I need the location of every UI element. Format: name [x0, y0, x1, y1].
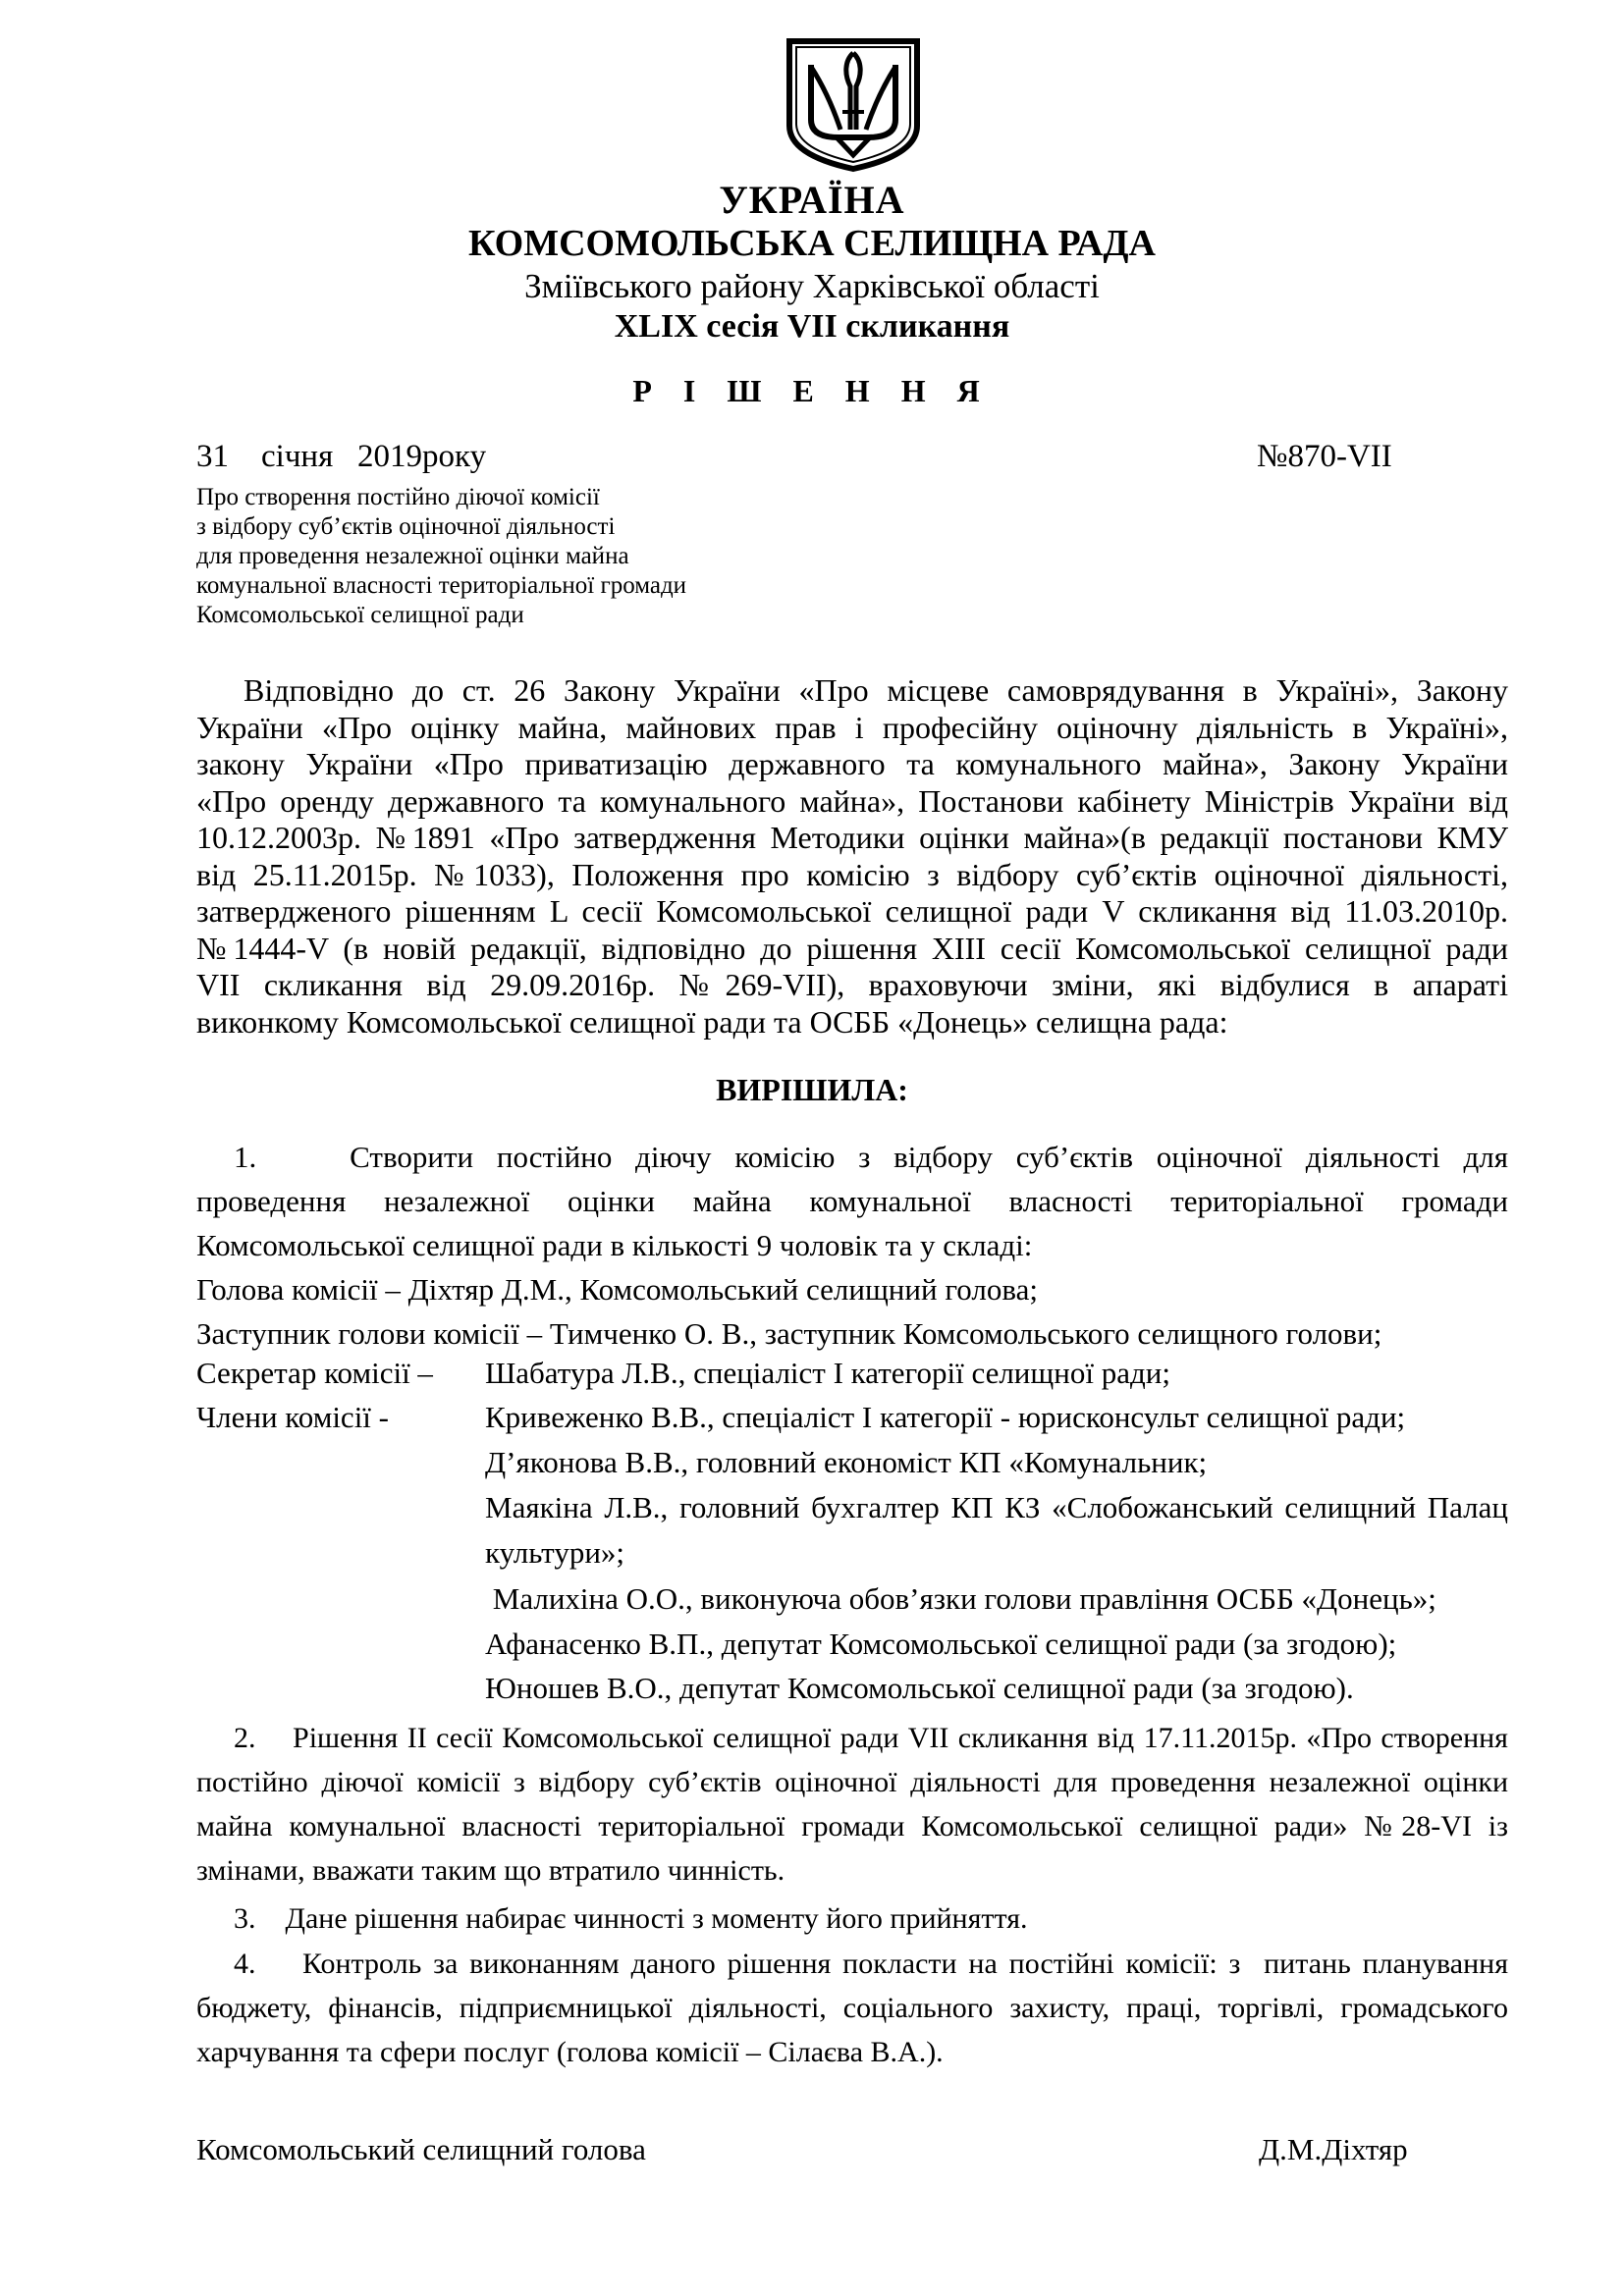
member-entry: Маякіна Л.В., головний бухгалтер КП КЗ «Слобожанський селищний Палац: [485, 1490, 1508, 1524]
coat-of-arms-trident-icon: [782, 35, 925, 173]
item-1-line: Комсомольської селищної ради в кількості 9 чоловік та у складі:: [196, 1228, 1033, 1262]
decision-number: №870-VII: [1257, 439, 1392, 474]
resolved-heading: ВИРІШИЛА:: [716, 1072, 908, 1107]
preamble-line: «Про оренду державного та комунального майна», Постанови кабінету Міністрів України від: [196, 782, 1508, 819]
item-2-line: 2. Рішення ІІ сесії Комсомольської селищної ради VII скликання від 17.11.2015р. «Про створення: [234, 1722, 1508, 1754]
item-2-line: змінами, вважати таким що втратило чинність.: [196, 1854, 785, 1887]
item-2-paragraph: [196, 1716, 1508, 1893]
member-entry: Малихіна О.О., виконуюча обов’язки голови правління ОСББ «Донець»;: [485, 1581, 1436, 1616]
decision-date: 31 січня 2019року: [196, 439, 487, 474]
preamble-line: Відповідно до ст. 26 Закону України «Про місцеве самоврядування в Україні», Закону: [244, 672, 1508, 708]
subject-line: комунальної власності територіальної громади: [196, 572, 687, 599]
decision-subject: [196, 483, 686, 630]
item-3-paragraph: [196, 1896, 1508, 1941]
preamble-line: від 25.11.2015р. №1033), Положення про комісію з відбору суб’єктів оціночної діяльності,: [196, 856, 1508, 892]
member-entry: Кривеженко В.В., спеціаліст І категорії - юрисконсульт селищної ради;: [485, 1400, 1406, 1434]
session-heading: XLIX сесія VII скликання: [614, 308, 1010, 345]
preamble-paragraph: [196, 672, 1508, 1041]
item-2-line: постійно діючої комісії з відбору суб’єктів оціночної діяльності для проведення незалежної оцінки: [196, 1766, 1508, 1798]
district-heading: Зміївського району Харківської області: [524, 267, 1100, 305]
subject-line: для проведення незалежної оцінки майна: [196, 543, 629, 569]
preamble-line: затвердженого рішенням L сесії Комсомольської селищної ради V скликання від 11.03.2010р.: [196, 893, 1508, 929]
item-4-paragraph: [196, 1942, 1508, 2074]
member-entry: Афанасенко В.П., депутат Комсомольської селищної ради (за згодою);: [485, 1627, 1397, 1661]
subject-line: з відбору суб’єктів оціночної діяльності: [196, 513, 616, 540]
item-4-line: бюджету, фінансів, підприємницької діяльності, соціального захисту, праці, торгівлі, громадського: [196, 1992, 1508, 2024]
item-3-line: 3. Дане рішення набирає чинності з моменту його прийняття.: [234, 1902, 1028, 1935]
commission-deputy: Заступник голови комісії – Тимченко О. В., заступник Комсомольського селищного голови;: [196, 1316, 1382, 1351]
preamble-line: України «Про оцінку майна, майнових прав і професійну оціночну діяльність в Україні»,: [196, 709, 1508, 745]
signature-name: Д.М.Діхтяр: [1259, 2132, 1408, 2166]
member-entry: культури»;: [485, 1535, 625, 1570]
commission-head: Голова комісії – Діхтяр Д.М., Комсомольський селищний голова;: [196, 1272, 1038, 1307]
secretary-entry: Шабатура Л.В., спеціаліст І категорії селищної ради;: [485, 1356, 1170, 1390]
council-heading: КОМСОМОЛЬСЬКА СЕЛИЩНА РАДА: [468, 223, 1156, 264]
members-label: Члени комісії -: [196, 1400, 389, 1434]
preamble-line: VII скликання від 29.09.2016р. №269-VII), враховуючи зміни, які відбулися в апараті: [196, 967, 1508, 1002]
item-4-line: харчування та сфери послуг (голова комісії – Сілаєва В.А.).: [196, 2036, 944, 2068]
preamble-line: №1444-V (в новій редакції, відповідно до рішення XIII сесії Комсомольської селищної ради: [196, 930, 1508, 966]
preamble-line: закону України «Про приватизацію державного та комунального майна», Закону України: [196, 746, 1508, 781]
preamble-line: виконкому Комсомольської селищної ради та ОСББ «Донець» селищна рада:: [196, 1003, 1228, 1040]
item-1-line: 1. Створити постійно діючу комісію з відбору суб’єктів оціночної діяльності для: [234, 1140, 1508, 1174]
member-entry: Юношев В.О., депутат Комсомольської селищної ради (за згодою).: [485, 1671, 1354, 1705]
country-heading: УКРАЇНА: [719, 178, 905, 222]
item-1-paragraph: [196, 1135, 1508, 1356]
subject-line: Про створення постійно діючої комісії: [196, 484, 600, 510]
item-1-line: проведення незалежної оцінки майна комунальної власності територіальної громади: [196, 1184, 1508, 1218]
preamble-line: 10.12.2003р. №1891 «Про затвердження Методики оцінки майна»(в редакції постанови КМУ: [196, 820, 1508, 855]
signature-title: Комсомольський селищний голова: [196, 2132, 646, 2166]
member-entry: Д’яконова В.В., головний економіст КП «Комунальник;: [485, 1445, 1208, 1479]
item-4-line: 4. Контроль за виконанням даного рішення покласти на постійні комісії: з питань планування: [234, 1948, 1508, 1980]
item-2-line: майна комунальної власності територіальної громади Комсомольської селищної ради» №28-VI із: [196, 1810, 1508, 1842]
secretary-label: Секретар комісії –: [196, 1356, 433, 1390]
decision-title: Р І Ш Е Н Н Я: [632, 373, 992, 408]
subject-line: Комсомольської селищної ради: [196, 602, 524, 628]
